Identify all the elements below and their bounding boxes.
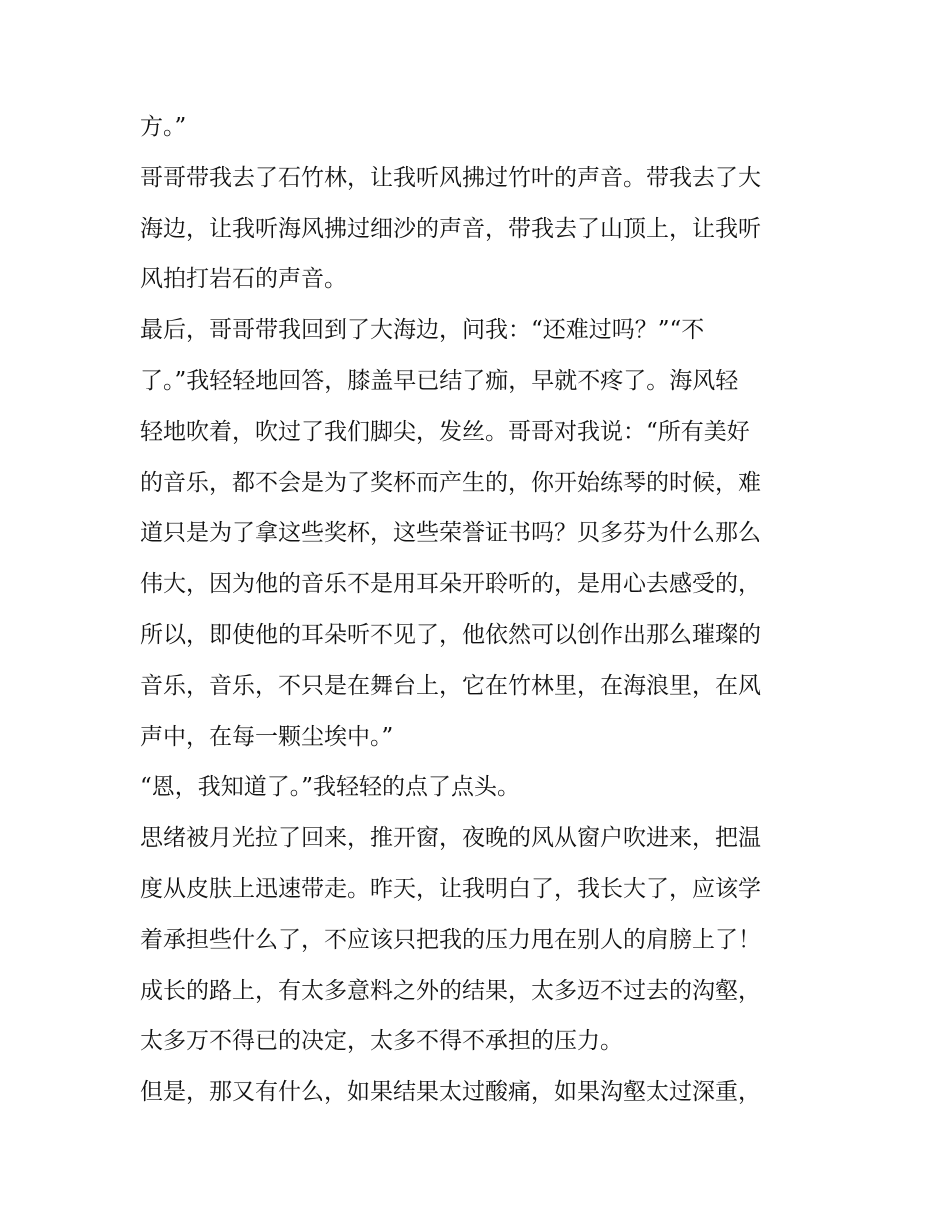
text-line: 最后，哥哥带我回到了大海边，问我：“还难过吗？”“不 [140, 317, 705, 344]
text-line: 思绪被月光拉了回来，推开窗，夜晚的风从窗户吹进来，把温 [140, 825, 761, 852]
text-line: 海边，让我听海风拂过细沙的声音，带我去了山顶上，让我听 [140, 215, 761, 242]
text-line: 了。”我轻轻地回答，膝盖早已结了痂，早就不疼了。海风轻 [140, 367, 739, 394]
text-line: 成长的路上，有太多意料之外的结果，太多迈不过去的沟壑， [140, 977, 761, 1004]
text-line: 轻地吹着，吹过了我们脚尖，发丝。哥哥对我说：“所有美好 [140, 418, 750, 445]
text-line: 伟大，因为他的音乐不是用耳朵开聆听的，是用心去感受的， [140, 571, 761, 598]
text-line: 太多万不得已的决定，太多不得不承担的压力。 [140, 1028, 623, 1055]
text-line: 音乐，音乐，不只是在舞台上，它在竹林里，在海浪里，在风 [140, 672, 761, 699]
text-line: 所以，即使他的耳朵听不见了，他依然可以创作出那么璀璨的 [140, 621, 761, 648]
text-line: 道只是为了拿这些奖杯，这些荣誉证书吗？贝多芬为什么那么 [140, 520, 761, 547]
text-line: 但是，那又有什么，如果结果太过酸痛，如果沟壑太过深重， [140, 1079, 761, 1106]
text-line: 度从皮肤上迅速带走。昨天，让我明白了，我长大了，应该学 [140, 875, 761, 902]
text-line: 的音乐，都不会是为了奖杯而产生的，你开始练琴的时候，难 [140, 469, 761, 496]
text-line: “恩，我知道了。”我轻轻的点了点头。 [140, 774, 521, 801]
text-line: 哥哥带我去了石竹林，让我听风拂过竹叶的声音。带我去了大 [140, 164, 761, 191]
text-line: 声中，在每一颗尘埃中。” [140, 723, 394, 750]
text-line: 风拍打岩石的声音。 [140, 266, 347, 293]
text-line: 着承担些什么了，不应该只把我的压力甩在别人的肩膀上了！ [140, 926, 761, 953]
body-text [140, 102, 820, 1118]
text-line: 方。” [140, 114, 187, 140]
